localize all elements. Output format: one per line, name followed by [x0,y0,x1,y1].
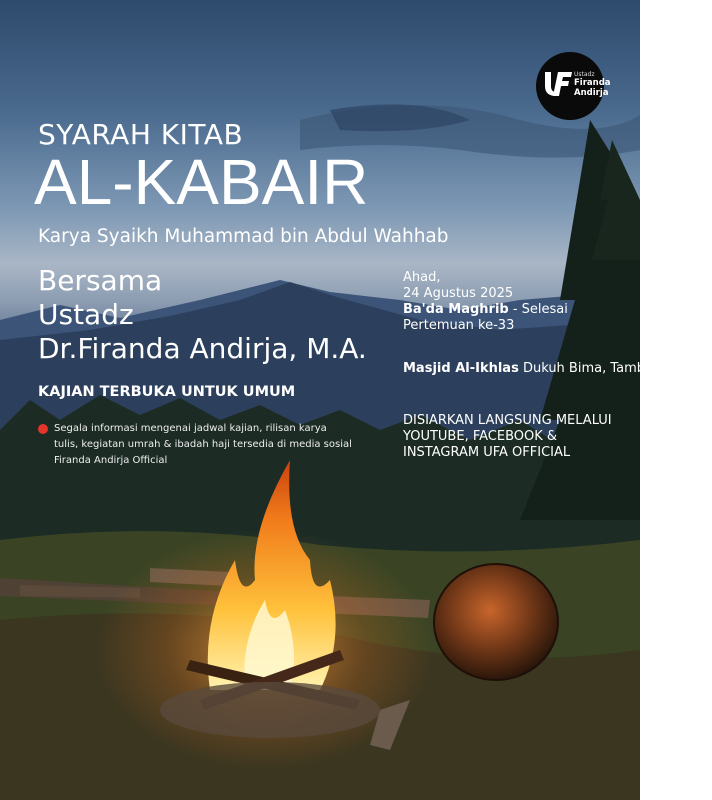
logo-name-line2: Andirja [574,87,609,98]
logo-name-line1: Firanda [574,78,611,88]
event-date: 24 Agustus 2025 [403,286,514,301]
venue-address: Dukuh Bima, Tambun, Bekasi [518,361,712,376]
logo-name [574,79,611,99]
event-time [403,302,568,318]
red-dot-icon [38,424,48,434]
title-main: AL-KABAIR [34,146,369,218]
event-time-bold: Ba'da Maghrib [403,302,509,317]
venue-name: Masjid Al-Ikhlas [403,361,519,376]
speaker-line2: Ustadz [38,298,134,331]
ufa-logo-icon [542,66,576,100]
event-session: Pertemuan ke-33 [403,318,515,333]
event-day: Ahad, [403,270,441,285]
title-subtitle: Karya Syaikh Muhammad bin Abdul Wahhab [38,226,449,247]
speaker-line1: Bersama [38,264,163,297]
tagline: KAJIAN TERBUKA UNTUK UMUM [38,384,296,400]
speaker-name: Dr.Firanda Andirja, M.A. [38,332,367,365]
event-time-rest: - Selesai [508,302,568,317]
speaker-block [38,264,367,366]
event-venue [403,361,712,377]
logo-small-label: Ustadz [574,71,595,78]
event-broadcast: DISIARKAN LANGSUNG MELALUI YOUTUBE, FACEBOOK & INSTAGRAM UFA OFFICIAL [403,413,612,460]
event-schedule [403,270,568,334]
info-note: Segala informasi mengenai jadwal kajian, rilisan karya tulis, kegiatan umrah & ibadah haji tersedia di media sosial Firanda Andirja Official [54,423,352,466]
title-line1: SYARAH KITAB [38,118,244,151]
brand-logo [536,52,611,120]
